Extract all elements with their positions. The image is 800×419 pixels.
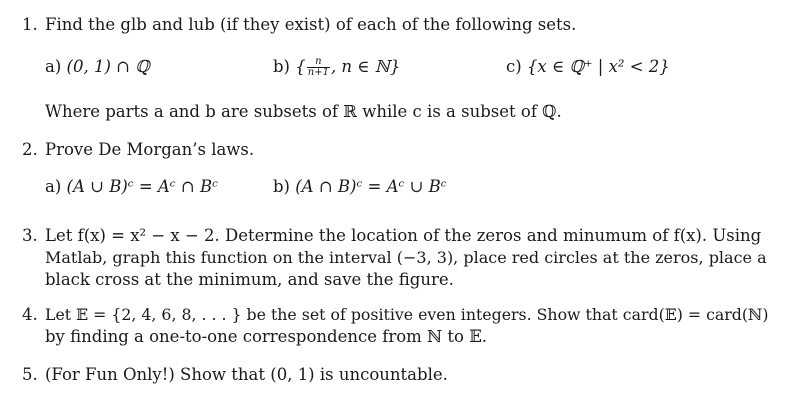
problem-number: 5. — [22, 365, 38, 384]
part-expression: (A ∪ B)ᶜ = Aᶜ ∩ Bᶜ — [66, 177, 218, 196]
part-expression: (0, 1) ∩ ℚ — [66, 57, 150, 76]
part-label: b) — [273, 57, 290, 76]
problem-1-parts — [45, 56, 765, 78]
problem-text: Prove De Morgan’s laws. — [45, 140, 255, 159]
part-label: b) — [273, 177, 290, 196]
part-label: c) — [506, 57, 522, 76]
problem-text: Find the glb and lub (if they exist) of each of the following sets. — [45, 15, 577, 34]
part-c — [506, 56, 670, 78]
part-expression: (A ∩ B)ᶜ = Aᶜ ∪ Bᶜ — [295, 177, 447, 196]
part-expression-prefix: { — [295, 57, 306, 76]
problem-line: by finding a one-to-one correspondence from ℕ to 𝔼. — [45, 327, 488, 346]
fraction-denominator: n+1 — [307, 67, 329, 78]
problem-line: Matlab, graph this function on the interval (−3, 3), place red circles at the zeros, place a — [45, 248, 767, 267]
problem-line: Let f(x) = x² − x − 2. Determine the location of the zeros and minumum of f(x). Using — [45, 226, 762, 245]
problem-number: 1. — [22, 15, 38, 34]
problem-2-parts — [45, 176, 765, 198]
problem-text: (For Fun Only!) Show that (0, 1) is uncountable. — [45, 365, 448, 384]
part-label: a) — [45, 57, 62, 76]
problem-number: 2. — [22, 140, 38, 159]
problem-line: Let 𝔼 = {2, 4, 6, 8, . . . } be the set of positive even integers. Show that card(𝔼) = card(ℕ) — [45, 305, 769, 324]
fraction — [307, 57, 330, 78]
part-expression: {x ∈ ℚ⁺ | x² < 2} — [526, 57, 670, 76]
part-label: a) — [45, 177, 62, 196]
part-expression-suffix: , n ∈ ℕ} — [330, 57, 401, 76]
part-b — [273, 176, 447, 198]
problem-number: 4. — [22, 305, 38, 324]
part-a — [45, 56, 150, 78]
problem-line: black cross at the minimum, and save the figure. — [45, 270, 454, 289]
fraction-numerator: n — [307, 57, 330, 68]
problem-note: Where parts a and b are subsets of ℝ while c is a subset of ℚ. — [45, 102, 562, 121]
problem-number: 3. — [22, 226, 38, 245]
part-b — [273, 56, 400, 78]
part-a — [45, 176, 218, 198]
